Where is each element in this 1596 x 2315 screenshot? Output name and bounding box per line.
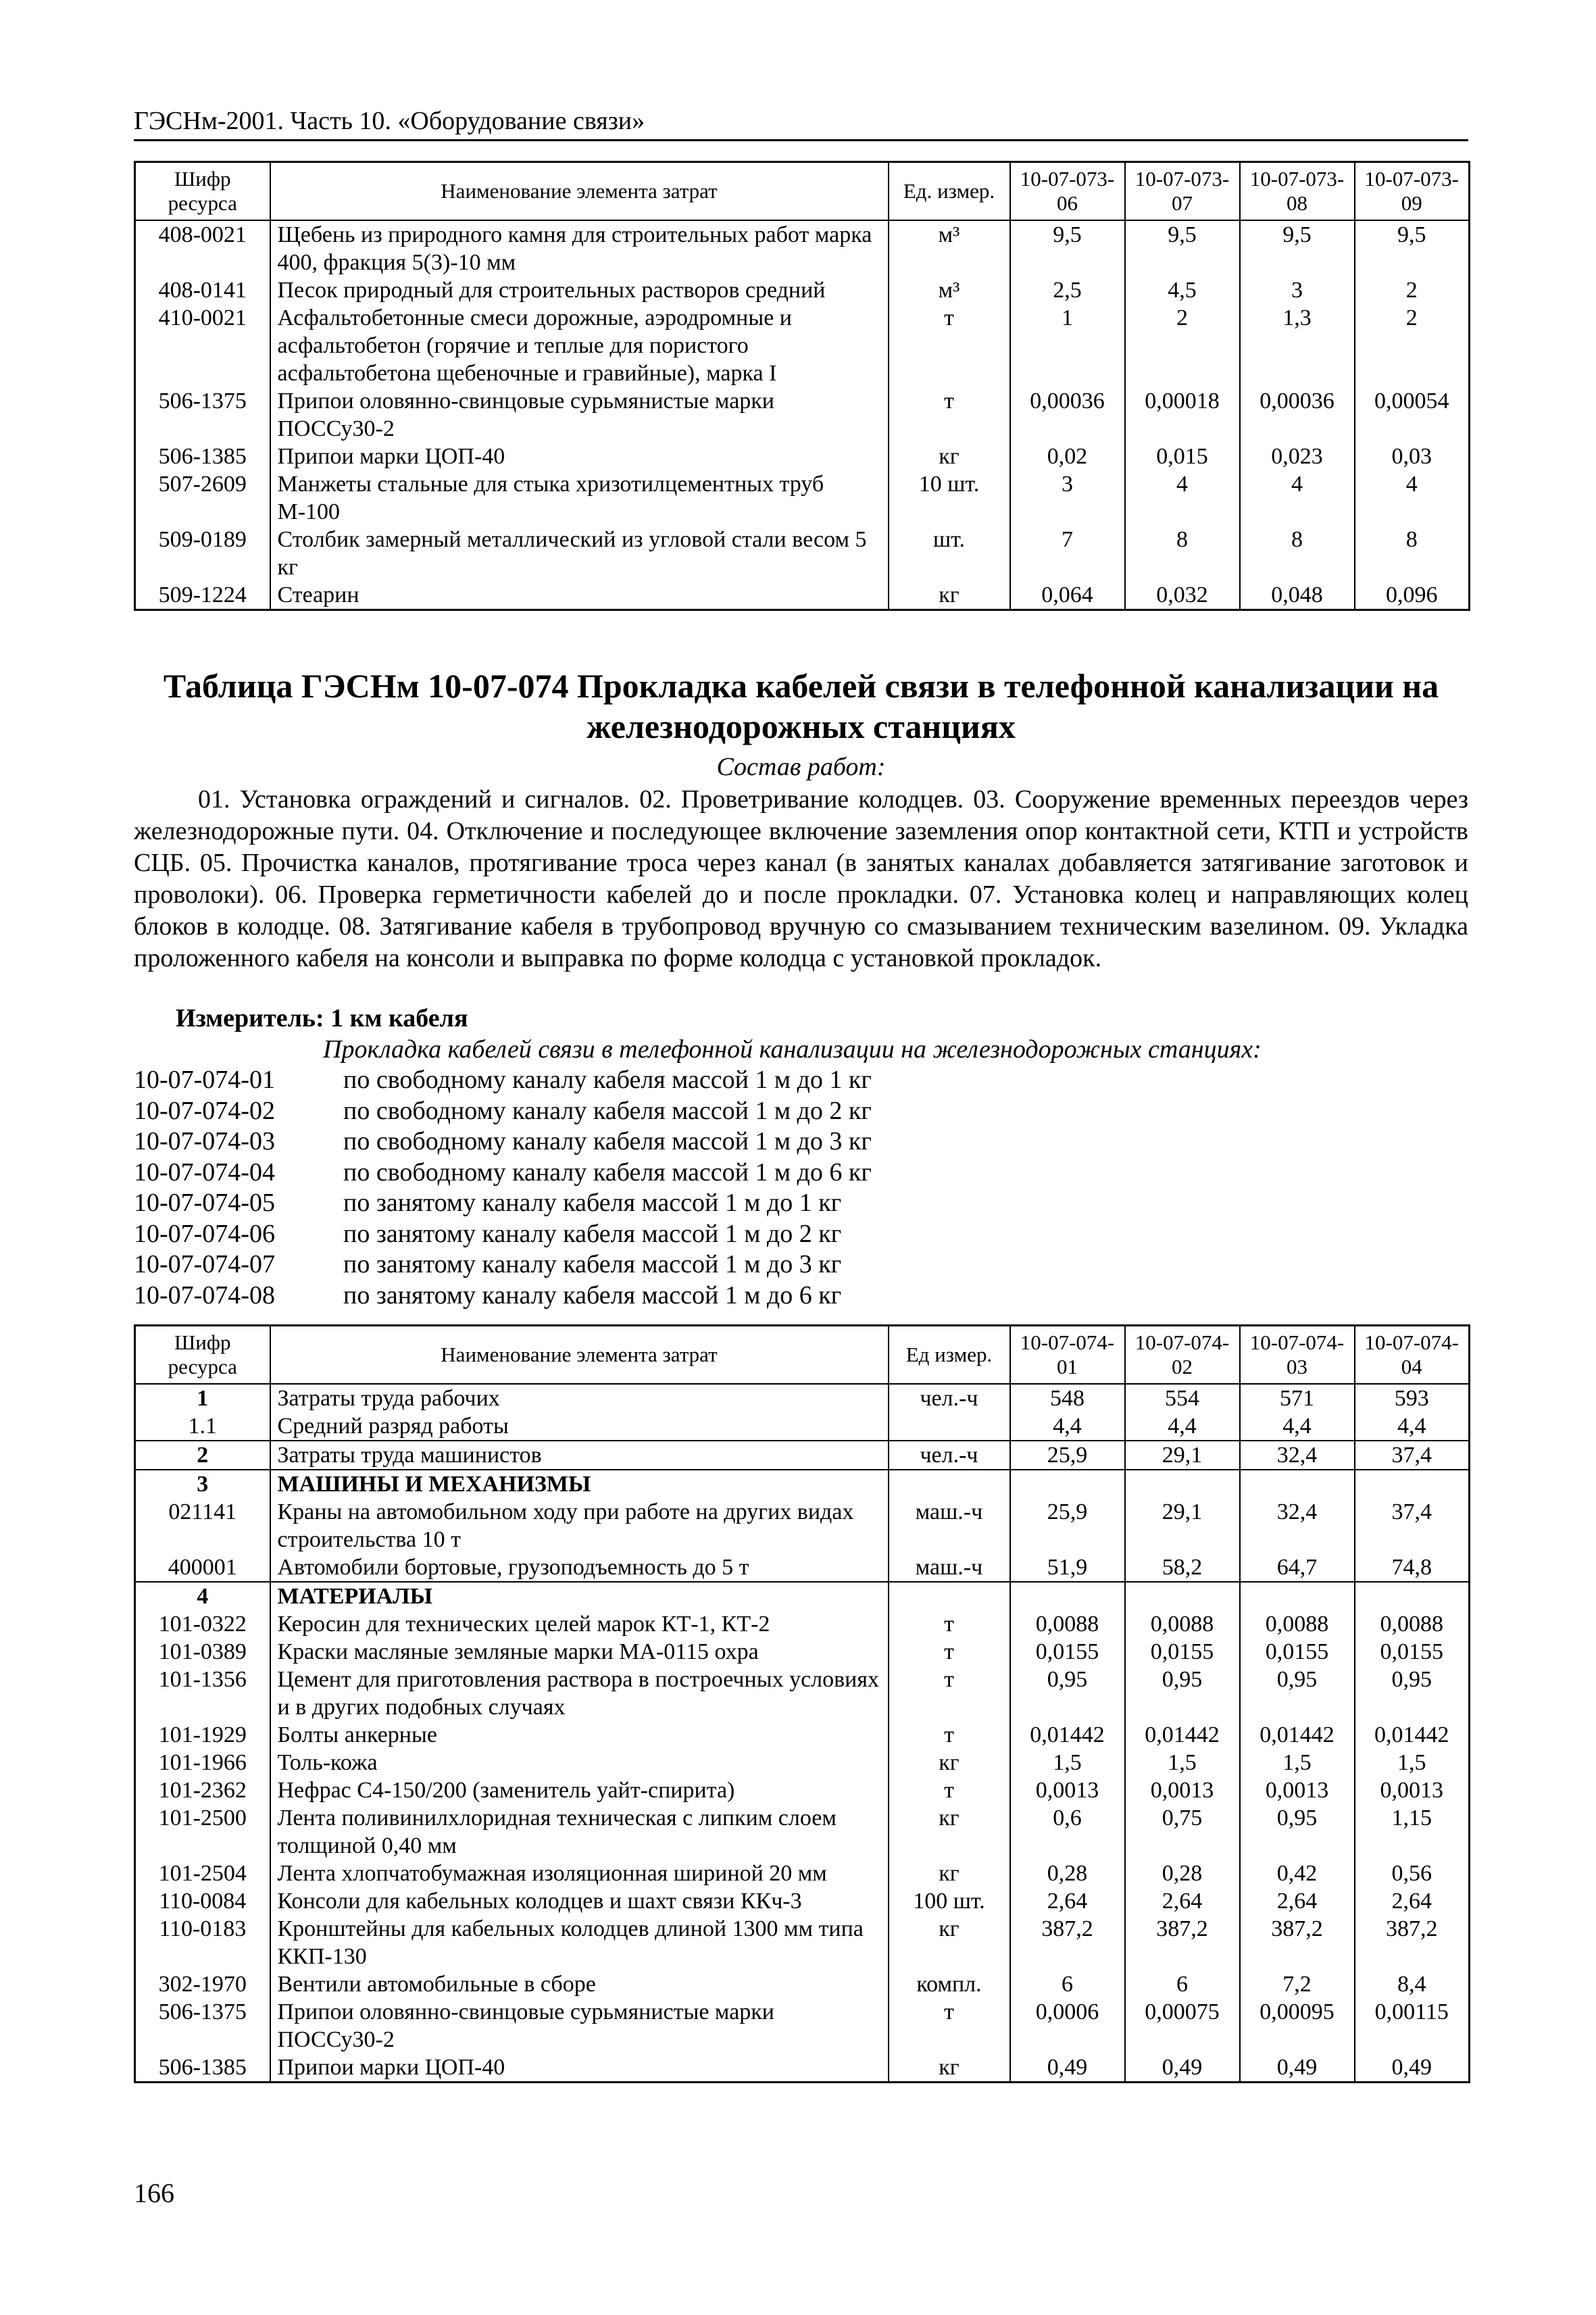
norm-value-cell: 9,5 [1010,220,1125,276]
cost-element-cell: Припои оловянно-свинцовые сурьмянистые марки ПОССу30-2 [270,387,889,443]
unit-cell [889,1470,1010,1498]
norm-value-cell: 1,5 [1125,1749,1240,1776]
variant-code: 10-07-074-08 [134,1280,275,1310]
cost-element-cell: Краны на автомобильном ходу при работе на других видах строительства 10 т [270,1498,889,1553]
table-header-row [135,1326,1470,1385]
unit-cell: чел.-ч [889,1384,1010,1412]
norm-value-cell: 4,4 [1125,1412,1240,1441]
norm-value-cell: 3 [1240,276,1355,304]
meter-unit: Измеритель: 1 км кабеля [176,1004,468,1032]
resource-code-cell: 408-0021 [135,220,270,276]
norm-value-cell: 2,64 [1010,1887,1125,1915]
variant-item [134,1249,1468,1280]
norm-value-cell: 0,75 [1125,1804,1240,1860]
norm-value-cell: 8 [1355,526,1470,581]
unit-cell: шт. [889,526,1010,581]
norm-value-cell: 2,64 [1125,1887,1240,1915]
norm-value-cell: 0,49 [1240,2053,1355,2083]
table-row [135,1860,1470,1887]
resource-table-073 [134,161,1470,611]
header-unit: Ед измер. [889,1326,1010,1385]
unit-cell: м³ [889,276,1010,304]
cost-element-cell: Керосин для технических целей марок КТ-1, КТ-2 [270,1610,889,1638]
cost-element-cell: Лента поливинилхлоридная техническая с липким слоем толщиной 0,40 мм [270,1804,889,1860]
resource-code-cell: 408-0141 [135,276,270,304]
resource-code-cell: 2 [135,1441,270,1470]
cost-element-cell: Стеарин [270,581,889,610]
norm-value-cell: 0,56 [1355,1860,1470,1887]
resource-code-cell: 400001 [135,1553,270,1582]
unit-cell: т [889,1998,1010,2053]
resource-code-cell: 507-2609 [135,470,270,526]
norm-value-cell: 0,00054 [1355,387,1470,443]
cost-element-cell: Песок природный для строительных растворов средний [270,276,889,304]
table-row [135,1582,1470,1610]
norm-value-cell: 0,0013 [1010,1776,1125,1804]
norm-value-cell: 1 [1010,304,1125,387]
resource-code-cell: 021141 [135,1498,270,1553]
unit-cell [889,1582,1010,1610]
unit-cell: кг [889,1860,1010,1887]
variant-item [134,1219,1468,1250]
norm-value-cell [1240,1582,1355,1610]
header-norm-074-04: 10-07-074-04 [1355,1326,1470,1385]
norm-value-cell [1125,1470,1240,1498]
cost-element-cell: Манжеты стальные для стыка хризотилцементных труб М-100 [270,470,889,526]
norm-value-cell: 29,1 [1125,1441,1240,1470]
norm-value-cell: 548 [1010,1384,1125,1412]
cost-element-cell: Припои марки ЦОП-40 [270,443,889,470]
table-row [135,276,1470,304]
unit-cell [889,1412,1010,1441]
unit-cell: кг [889,2053,1010,2083]
norm-value-cell: 2 [1125,304,1240,387]
cost-element-cell: Щебень из природного камня для строительных работ марка 400, фракция 5(3)-10 мм [270,220,889,276]
cost-element-cell: Припои оловянно-свинцовые сурьмянистые марки ПОССу30-2 [270,1998,889,2053]
norm-value-cell: 3 [1010,470,1125,526]
variant-item [134,1065,1468,1096]
norm-value-cell: 0,0155 [1240,1638,1355,1666]
norm-value-cell: 0,49 [1010,2053,1125,2083]
norm-value-cell: 0,6 [1010,1804,1125,1860]
norm-value-cell: 51,9 [1010,1553,1125,1582]
cost-element-cell: Лента хлопчатобумажная изоляционная шириной 20 мм [270,1860,889,1887]
norm-value-cell: 9,5 [1240,220,1355,276]
table-row [135,1470,1470,1498]
header-norm-073-09: 10-07-073-09 [1355,162,1470,221]
norm-value-cell: 2,5 [1010,276,1125,304]
variants-list [134,1065,1468,1311]
norm-value-cell: 8,4 [1355,1970,1470,1998]
norm-value-cell: 4 [1240,470,1355,526]
table-row [135,220,1470,276]
resource-table-074 [134,1324,1470,2083]
norm-value-cell: 6 [1010,1970,1125,1998]
section-title: Таблица ГЭСНм 10-07-074 Прокладка кабелей связи в телефонной канализации на железнодорожных станциях [163,667,1439,745]
resource-code-cell: 101-1929 [135,1721,270,1749]
resource-code-cell: 509-1224 [135,581,270,610]
unit-cell: маш.-ч [889,1498,1010,1553]
norm-value-cell: 0,00115 [1355,1998,1470,2053]
norm-value-cell: 0,49 [1125,2053,1240,2083]
variant-item [134,1158,1468,1189]
norm-value-cell [1240,1470,1355,1498]
unit-cell: маш.-ч [889,1553,1010,1582]
variant-text: по свободному каналу кабеля массой 1 м до 2 кг [343,1096,872,1125]
norm-value-cell: 0,00036 [1010,387,1125,443]
norm-value-cell: 1,5 [1240,1749,1355,1776]
resource-code-cell: 101-1356 [135,1666,270,1721]
norm-value-cell: 0,0013 [1125,1776,1240,1804]
unit-cell: кг [889,1915,1010,1970]
variant-code: 10-07-074-07 [134,1250,275,1278]
norm-value-cell: 387,2 [1010,1915,1125,1970]
norm-value-cell: 593 [1355,1384,1470,1412]
norm-value-cell: 0,048 [1240,581,1355,610]
composition-label: Состав работ: [716,753,886,781]
norm-value-cell: 2 [1355,304,1470,387]
norm-value-cell: 0,0155 [1355,1638,1470,1666]
norm-value-cell: 0,00018 [1125,387,1240,443]
header-norm-073-07: 10-07-073-07 [1125,162,1240,221]
table-row [135,443,1470,470]
norm-value-cell [1355,1470,1470,1498]
unit-cell: компл. [889,1970,1010,1998]
composition-text: 01. Установка ограждений и сигналов. 02. Проветривание колодцев. 03. Сооружение временных переездов через железнодорожные пути. 04. Отключение и последующее включение заземления опор контактной сети, КТП и устройств СЦБ. 05. Прочистка каналов, протягивание троса через канал (в занятых каналах добавляется затягивание заготовок и проволоки). 06. Проверка герметичности кабелей до и после прокладки. 07. Установка колец и направляющих колец блоков в колодце. 08. Затягивание кабеля в трубопровод вручную со смазыванием техническим вазелином. 09. Укладка проложенного кабеля на консоли и выправка по форме колодца с установкой прокладок. [134,785,1468,972]
norm-value-cell: 1,3 [1240,304,1355,387]
cost-element-cell: Консоли для кабельных колодцев и шахт связи ККч-3 [270,1887,889,1915]
table-row [135,1915,1470,1970]
norm-value-cell: 0,00095 [1240,1998,1355,2053]
norm-value-cell: 0,015 [1125,443,1240,470]
table-row [135,1666,1470,1721]
table-row [135,2053,1470,2083]
table-row [135,1553,1470,1582]
table-header-row [135,162,1470,221]
cost-element-cell: Асфальтобетонные смеси дорожные, аэродромные и асфальтобетон (горячие и теплые для пористого асфальтобетона щебеночные и гравийные), марка I [270,304,889,387]
resource-code-cell: 410-0021 [135,304,270,387]
resource-code-cell: 506-1385 [135,2053,270,2083]
resource-code-cell: 101-1966 [135,1749,270,1776]
resource-code-cell: 101-0389 [135,1638,270,1666]
unit-cell: 100 шт. [889,1887,1010,1915]
cost-element-cell: Затраты труда рабочих [270,1384,889,1412]
norm-value-cell: 0,0155 [1125,1638,1240,1666]
resource-code-cell: 302-1970 [135,1970,270,1998]
header-resource-code: Шифр ресурса [135,1326,270,1385]
norm-value-cell: 37,4 [1355,1498,1470,1553]
resource-code-cell: 506-1375 [135,1998,270,2053]
norm-value-cell: 0,0013 [1355,1776,1470,1804]
cost-element-cell: МАШИНЫ И МЕХАНИЗМЫ [270,1470,889,1498]
norm-value-cell: 0,00036 [1240,387,1355,443]
norm-value-cell: 2,64 [1355,1887,1470,1915]
unit-cell: т [889,1721,1010,1749]
table-row [135,526,1470,581]
unit-cell: т [889,1610,1010,1638]
table-row [135,1776,1470,1804]
resource-code-cell: 3 [135,1470,270,1498]
norm-value-cell: 0,064 [1010,581,1125,610]
table-row [135,304,1470,387]
resource-code-cell: 506-1385 [135,443,270,470]
norm-value-cell: 554 [1125,1384,1240,1412]
variant-code: 10-07-074-06 [134,1219,275,1248]
norm-value-cell: 387,2 [1355,1915,1470,1970]
table-row [135,581,1470,610]
table-row [135,1970,1470,1998]
norm-value-cell: 0,032 [1125,581,1240,610]
norm-value-cell: 0,03 [1355,443,1470,470]
norm-value-cell: 8 [1125,526,1240,581]
norm-value-cell: 0,95 [1010,1666,1125,1721]
norm-value-cell: 7 [1010,526,1125,581]
resource-code-cell: 4 [135,1582,270,1610]
table-row [135,1998,1470,2053]
table-row [135,387,1470,443]
table-row [135,1384,1470,1412]
unit-cell: т [889,304,1010,387]
norm-value-cell [1355,1582,1470,1610]
resource-code-cell: 110-0183 [135,1915,270,1970]
norm-value-cell: 571 [1240,1384,1355,1412]
norm-value-cell: 0,95 [1240,1804,1355,1860]
unit-cell: т [889,1776,1010,1804]
variant-text: по занятому каналу кабеля массой 1 м до 3 кг [343,1250,842,1278]
unit-cell: 10 шт. [889,470,1010,526]
variant-text: по свободному каналу кабеля массой 1 м до 6 кг [343,1158,872,1187]
norm-value-cell: 6 [1125,1970,1240,1998]
variant-text: по занятому каналу кабеля массой 1 м до 6 кг [343,1280,842,1310]
norm-value-cell: 1,5 [1355,1749,1470,1776]
unit-cell: чел.-ч [889,1441,1010,1470]
table-body [135,220,1470,610]
norm-value-cell [1125,1582,1240,1610]
norm-value-cell: 37,4 [1355,1441,1470,1470]
norm-value-cell: 0,0013 [1240,1776,1355,1804]
table-row [135,1887,1470,1915]
norm-value-cell: 4,4 [1355,1412,1470,1441]
resource-code-cell: 110-0084 [135,1887,270,1915]
norm-value-cell: 0,95 [1125,1666,1240,1721]
norm-value-cell: 0,95 [1355,1666,1470,1721]
variant-code: 10-07-074-04 [134,1158,275,1187]
resource-code-cell: 506-1375 [135,387,270,443]
unit-cell: т [889,1666,1010,1721]
cost-element-cell: Затраты труда машинистов [270,1441,889,1470]
norm-value-cell: 29,1 [1125,1498,1240,1553]
variant-text: по свободному каналу кабеля массой 1 м до 1 кг [343,1066,872,1094]
variant-text: по занятому каналу кабеля массой 1 м до 2 кг [343,1219,842,1248]
resource-code-cell: 509-0189 [135,526,270,581]
table-row [135,470,1470,526]
header-norm-073-08: 10-07-073-08 [1240,162,1355,221]
cost-element-cell: МАТЕРИАЛЫ [270,1582,889,1610]
variants-intro: Прокладка кабелей связи в телефонной канализации на железнодорожных станциях: [323,1035,1262,1064]
norm-value-cell: 4,4 [1240,1412,1355,1441]
resource-code-cell: 101-0322 [135,1610,270,1638]
header-cost-element: Наименование элемента затрат [270,1326,889,1385]
cost-element-cell: Столбик замерный металлический из угловой стали весом 5 кг [270,526,889,581]
norm-value-cell: 58,2 [1125,1553,1240,1582]
norm-value-cell: 4 [1125,470,1240,526]
norm-value-cell: 64,7 [1240,1553,1355,1582]
resource-code-cell: 101-2500 [135,1804,270,1860]
unit-cell: т [889,387,1010,443]
running-header: ГЭСНм-2001. Часть 10. «Оборудование связи» [134,105,1468,141]
norm-value-cell: 74,8 [1355,1553,1470,1582]
cost-element-cell: Вентили автомобильные в сборе [270,1970,889,1998]
norm-value-cell: 0,0088 [1125,1610,1240,1638]
cost-element-cell: Автомобили бортовые, грузоподъемность до 5 т [270,1553,889,1582]
norm-value-cell: 4,5 [1125,276,1240,304]
cost-element-cell: Болты анкерные [270,1721,889,1749]
norm-value-cell: 0,01442 [1010,1721,1125,1749]
header-unit: Ед. измер. [889,162,1010,221]
variant-item [134,1126,1468,1158]
resource-code-cell: 101-2504 [135,1860,270,1887]
header-norm-074-03: 10-07-074-03 [1240,1326,1355,1385]
norm-value-cell: 0,0088 [1240,1610,1355,1638]
unit-cell: кг [889,581,1010,610]
unit-cell: м³ [889,220,1010,276]
table-row [135,1610,1470,1638]
norm-value-cell: 1,15 [1355,1804,1470,1860]
norm-value-cell: 0,28 [1125,1860,1240,1887]
variant-code: 10-07-074-02 [134,1096,275,1125]
norm-value-cell: 387,2 [1240,1915,1355,1970]
variant-item [134,1096,1468,1127]
unit-cell: кг [889,443,1010,470]
norm-value-cell: 0,02 [1010,443,1125,470]
norm-value-cell: 2 [1355,276,1470,304]
table-row [135,1721,1470,1749]
norm-value-cell: 0,0006 [1010,1998,1125,2053]
norm-value-cell: 387,2 [1125,1915,1240,1970]
table-row [135,1804,1470,1860]
header-resource-code: Шифр ресурса [135,162,270,221]
resource-code-cell: 1.1 [135,1412,270,1441]
norm-value-cell: 0,0155 [1010,1638,1125,1666]
table-row [135,1441,1470,1470]
norm-value-cell: 0,096 [1355,581,1470,610]
page-number: 166 [134,2178,174,2208]
cost-element-cell: Цемент для приготовления раствора в построечных условиях и в других подобных случаях [270,1666,889,1721]
norm-value-cell: 1,5 [1010,1749,1125,1776]
header-norm-073-06: 10-07-073-06 [1010,162,1125,221]
variant-code: 10-07-074-03 [134,1127,275,1155]
resource-code-cell: 101-2362 [135,1776,270,1804]
variant-item [134,1188,1468,1219]
unit-cell: т [889,1638,1010,1666]
table-row [135,1412,1470,1441]
norm-value-cell: 0,0088 [1355,1610,1470,1638]
header-cost-element: Наименование элемента затрат [270,162,889,221]
norm-value-cell: 32,4 [1240,1441,1355,1470]
norm-value-cell: 0,023 [1240,443,1355,470]
cost-element-cell: Нефрас С4-150/200 (заменитель уайт-спирита) [270,1776,889,1804]
norm-value-cell: 25,9 [1010,1441,1125,1470]
norm-value-cell: 4 [1355,470,1470,526]
cost-element-cell: Припои марки ЦОП-40 [270,2053,889,2083]
norm-value-cell: 2,64 [1240,1887,1355,1915]
header-norm-074-02: 10-07-074-02 [1125,1326,1240,1385]
norm-value-cell: 0,42 [1240,1860,1355,1887]
norm-value-cell: 4,4 [1010,1412,1125,1441]
norm-value-cell: 0,01442 [1240,1721,1355,1749]
norm-value-cell: 8 [1240,526,1355,581]
table-row [135,1638,1470,1666]
norm-value-cell: 7,2 [1240,1970,1355,1998]
norm-value-cell: 0,49 [1355,2053,1470,2083]
variant-text: по занятому каналу кабеля массой 1 м до 1 кг [343,1189,842,1217]
variant-text: по свободному каналу кабеля массой 1 м до 3 кг [343,1127,872,1155]
variant-item [134,1280,1468,1312]
table-row [135,1498,1470,1553]
cost-element-cell: Краски масляные земляные марки МА-0115 охра [270,1638,889,1666]
table-row [135,1749,1470,1776]
norm-value-cell: 25,9 [1010,1498,1125,1553]
norm-value-cell [1010,1582,1125,1610]
resource-code-cell: 1 [135,1384,270,1412]
norm-value-cell: 0,95 [1240,1666,1355,1721]
unit-cell: кг [889,1749,1010,1776]
variant-code: 10-07-074-05 [134,1189,275,1217]
norm-value-cell: 0,01442 [1125,1721,1240,1749]
norm-value-cell: 0,01442 [1355,1721,1470,1749]
norm-value-cell: 0,0088 [1010,1610,1125,1638]
table-body [135,1384,1470,2083]
cost-element-cell: Средний разряд работы [270,1412,889,1441]
norm-value-cell: 0,00075 [1125,1998,1240,2053]
norm-value-cell: 9,5 [1125,220,1240,276]
norm-value-cell [1010,1470,1125,1498]
variant-code: 10-07-074-01 [134,1066,275,1094]
cost-element-cell: Кронштейны для кабельных колодцев длиной 1300 мм типа ККП-130 [270,1915,889,1970]
norm-value-cell: 32,4 [1240,1498,1355,1553]
unit-cell: кг [889,1804,1010,1860]
cost-element-cell: Толь-кожа [270,1749,889,1776]
norm-value-cell: 9,5 [1355,220,1470,276]
header-norm-074-01: 10-07-074-01 [1010,1326,1125,1385]
norm-value-cell: 0,28 [1010,1860,1125,1887]
